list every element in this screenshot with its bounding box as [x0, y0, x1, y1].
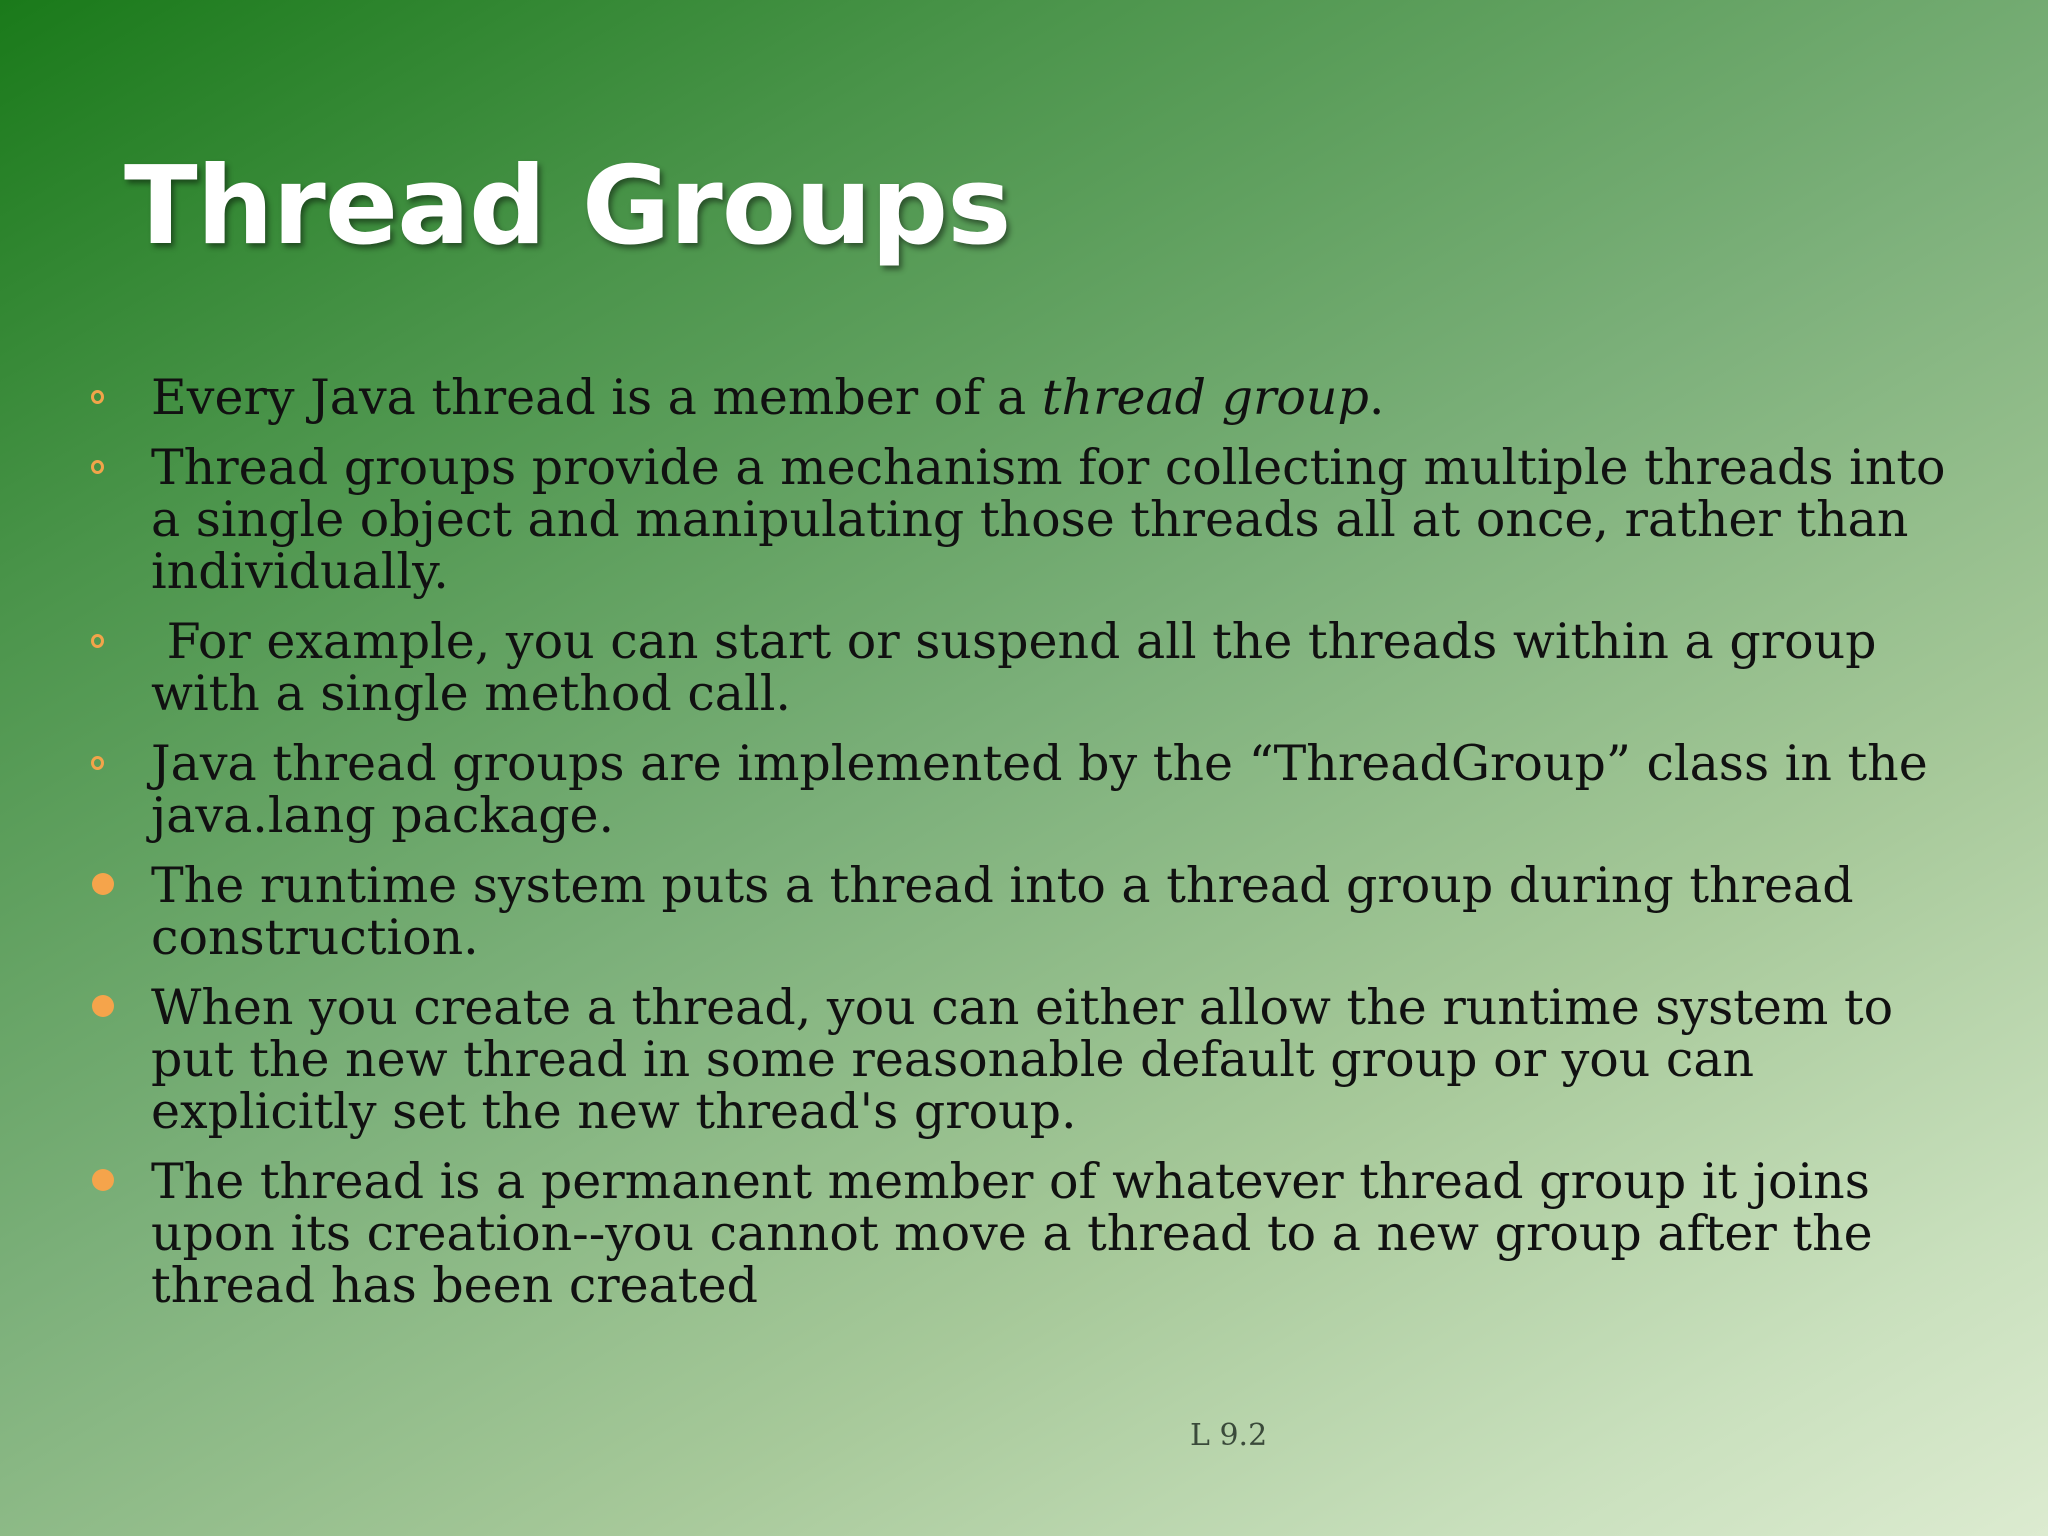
bullet-text: When you create a thread, you can either allow the runtime system to put the new thread in some reasonable default group or you can explicitly set the new thread's group.: [151, 979, 1894, 1140]
bullet-text: Every Java thread is a member of a thread group.: [151, 369, 1385, 426]
bullet-text: The runtime system puts a thread into a thread group during thread construction.: [151, 857, 1854, 966]
hollow-circle-bullet-icon: [87, 616, 117, 668]
hollow-circle-bullet-icon: [87, 372, 117, 424]
bullet-item: [85, 439, 1985, 600]
hollow-circle-bullet-icon: [87, 442, 117, 494]
bullet-item: [85, 1153, 1985, 1314]
filled-dot-bullet-icon: [87, 860, 117, 912]
bullet-list: [85, 369, 1985, 1330]
filled-dot-bullet-icon: [87, 1156, 117, 1208]
slide-title: Thread Groups: [124, 144, 1011, 269]
filled-dot-bullet-icon: [87, 982, 117, 1034]
bullet-text: Java thread groups are implemented by the “ThreadGroup” class in the java.lang package.: [151, 735, 1928, 844]
slide-footer-label: L 9.2: [1190, 1418, 1268, 1453]
bullet-item: [85, 979, 1985, 1140]
hollow-circle-bullet-icon: [87, 738, 117, 790]
bullet-text: The thread is a permanent member of whatever thread group it joins upon its creation--you cannot move a thread to a new group after the thread has been created: [151, 1153, 1873, 1314]
bullet-item: [85, 735, 1985, 844]
bullet-item: [85, 369, 1985, 426]
bullet-item: [85, 857, 1985, 966]
bullet-item: [85, 613, 1985, 722]
italic-term: thread group: [1041, 369, 1369, 426]
bullet-text: Thread groups provide a mechanism for collecting multiple threads into a single object and manipulating those threads all at once, rather than individually.: [151, 439, 1946, 600]
bullet-text: For example, you can start or suspend all the threads within a group with a single method call.: [151, 613, 1893, 722]
